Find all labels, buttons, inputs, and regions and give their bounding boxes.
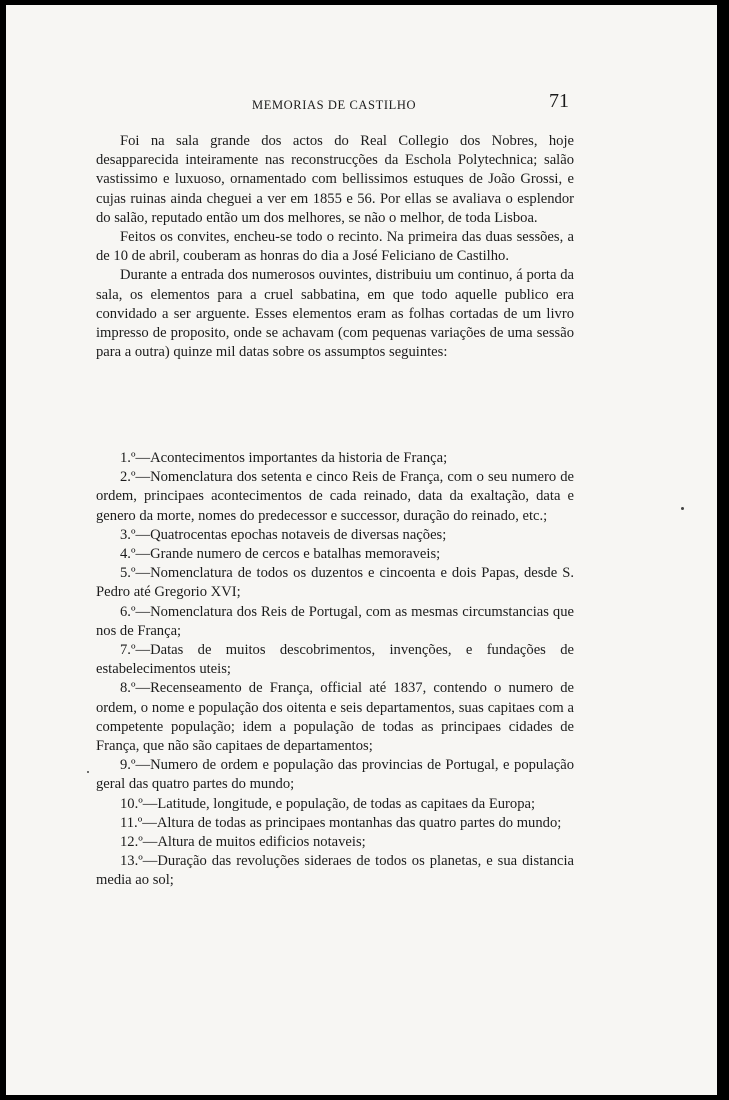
list-item: 2.º—Nomenclatura dos setenta e cinco Reis de França, com o seu numero de ordem, principaes acontecimentos de cada reinado, data da exaltação, data e genero da morte, nomes do predecessor e successor, duração do reinado, etc.; [96,469,574,524]
list-item: 9.º—Numero de ordem e população das provincias de Portugal, e população geral das quatro partes do mundo; [96,757,574,793]
paragraph: Durante a entrada dos numerosos ouvintes, distribuiu um continuo, á porta da sala, os elementos para a cruel sabbatina, em que todo aquelle publico era convidado a ser arguente. Esses elementos eram as folhas cortadas de um livro impresso de proposito, onde se achavam (com pequenas variações de uma sessão para a outra) quinze mil datas sobre os assumptos seguintes: [96,267,574,361]
list-item: 8.º—Recenseamento de França, official até 1837, contendo o numero de ordem, o nome e população dos oitenta e seis departamentos, suas capitaes com a competente população; idem a população de todas as principaes cidades de França, que não são capitaes de departamentos; [96,680,574,755]
list-item: 6.º—Nomenclatura dos Reis de Portugal, com as mesmas circumstancias que nos de França; [96,603,574,639]
paragraph: Feitos os convites, encheu-se todo o recinto. Na primeira das duas sessões, a de 10 de abril, couberam as honras do dia a José Feliciano de Castilho. [96,229,574,265]
page-number: 71 [549,90,569,112]
list-item: 1.º—Acontecimentos importantes da historia de França; [120,450,448,466]
list-item: 5.º—Nomenclatura de todos os duzentos e cincoenta e dois Papas, desde S. Pedro até Gregorio XVI; [96,565,574,601]
list-item: 10.º—Latitude, longitude, e população, de todas as capitaes da Europa; [120,795,536,812]
list-item: 7.º—Datas de muitos descobrimentos, invenções, e fundações de estabelecimentos uteis; [96,642,574,678]
list-item: 4.º—Grande numero de cercos e batalhas memoraveis; [120,546,441,563]
running-title: MEMORIAS DE CASTILHO [252,98,417,112]
paragraph: Foi na sala grande dos actos do Real Collegio dos Nobres, hoje desapparecida inteiramente nas reconstrucções da Eschola Polytechnica; salão vastissimo e luxuoso, ornamentado com bellissimos estuques de João Grossi, e cujas ruinas ainda cheguei a ver em 1855 e 56. Por ellas se avaliava o esplendor do salão, reputado então um dos melhores, se não o melhor, de toda Lisboa. [96,133,574,226]
list-item: 11.º—Altura de todas as principaes montanhas das quatro partes do mundo; [120,814,562,831]
body-text [96,132,574,362]
list-item: 13.º—Duração das revoluções sideraes de todos os planetas, e sua distancia media ao sol; [96,853,574,889]
book-page [6,5,717,1095]
list-item: 3.º—Quatrocentas epochas notaveis de diversas nações; [120,526,447,543]
list-item: 12.º—Altura de muitos edificios notaveis; [120,834,366,851]
ink-speck [87,771,89,773]
page-header [6,90,717,120]
topics-list [96,449,574,891]
ink-speck [681,507,684,510]
